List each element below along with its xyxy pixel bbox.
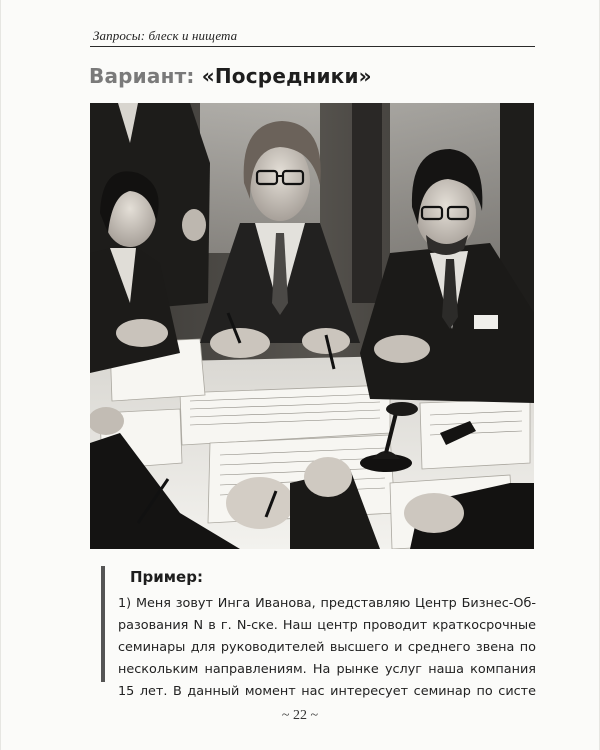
example-line: 15 лет. В данный момент нас интересует семинар по систе — [118, 684, 536, 700]
running-head: Запросы: блеск и нищета — [93, 28, 238, 43]
section-title-name: «Посредники» — [201, 64, 372, 88]
section-title — [89, 64, 372, 88]
example-accent-bar — [101, 566, 105, 682]
example-line: нескольким направлениям. На рынке услуг наша компания — [118, 662, 536, 678]
example-heading: Пример: — [130, 568, 203, 586]
page-number: ~ 22 ~ — [281, 708, 319, 723]
section-title-prefix: Вариант: — [89, 64, 195, 88]
example-body — [118, 593, 536, 703]
meeting-photo — [90, 103, 534, 549]
example-line: 1) Меня зовут Инга Иванова, представляю Центр Бизнес-Об- — [118, 596, 536, 611]
example-line: разования N в г. N-ске. Наш центр проводит краткосрочные — [118, 618, 536, 634]
header-rule — [90, 46, 535, 47]
example-line: семинары для руководителей высшего и среднего звена по — [118, 640, 536, 656]
